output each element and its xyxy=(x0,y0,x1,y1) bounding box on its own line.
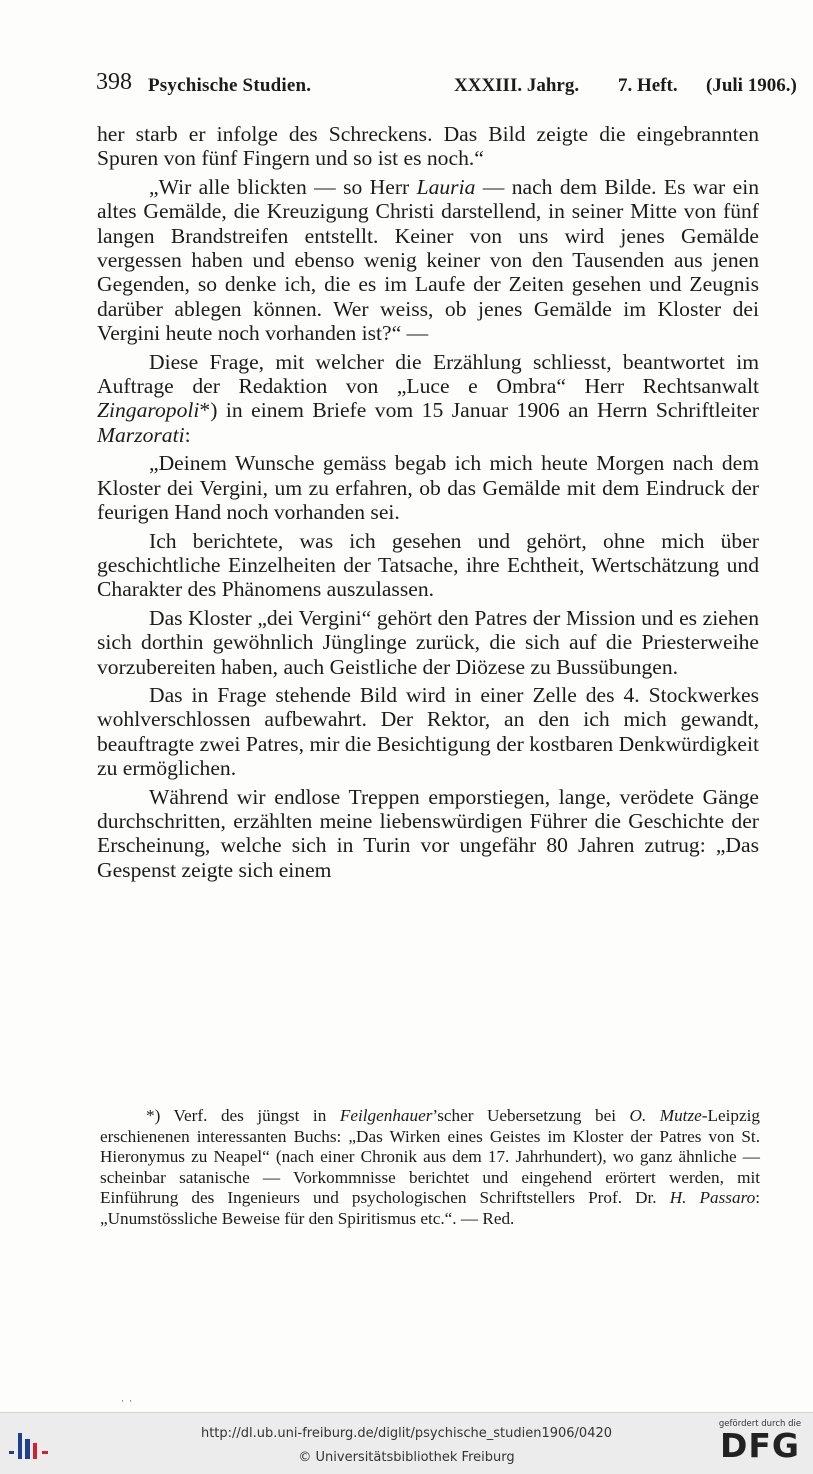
paragraph-3 xyxy=(97,350,759,448)
paragraph-7: Das in Frage stehende Bild wird in einer Zelle des 4. Stockwerkes wohlverschlossen aufbewahrt. Der Rektor, an den ich mich gewandt, beauftragte zwei Patres, mir die Besichtigung der kostbaren Denkwürdigkeit zu ermöglichen. xyxy=(97,682,759,781)
paragraph-5: Ich berichtete, was ich gesehen und gehört, ohne mich über geschichtliche Einzelheiten der Tatsache, ihre Echtheit, Wertschätzung und Charakter des Phänomens auszulassen. xyxy=(97,528,759,602)
copyright-notice: © Universitätsbibliothek Freiburg xyxy=(298,1450,515,1465)
issue-date: (Juli 1906.) xyxy=(706,75,797,96)
issue-label: 7. Heft. xyxy=(618,75,678,96)
footnote xyxy=(100,1106,760,1229)
dfg-caption: gefördert durch die xyxy=(718,1419,802,1429)
paragraph-3-part-b: in einem Briefe vom 15 Januar 1906 an Herrn Schriftleiter xyxy=(217,398,759,423)
name-feilgenhauer: Feilgenhauer xyxy=(339,1106,433,1125)
paragraph-3-part-a: Diese Frage, mit welcher die Erzählung schliesst, beantwortet im Auftrage der Redaktion von „Luce e Ombra“ Herr Rechtsanwalt xyxy=(97,349,759,399)
paragraph-2 xyxy=(97,175,759,346)
footnote-part-b: ’scher Uebersetzung bei xyxy=(432,1106,630,1125)
volume-label: XXXIII. Jahrg. xyxy=(454,75,580,96)
journal-title: Psychische Studien. xyxy=(148,75,312,96)
permalink-url[interactable]: http://dl.ub.uni-freiburg.de/diglit/psychische_studien1906/0420 xyxy=(200,1426,613,1441)
footnote-part-d: : „Unumstössliche Beweise für den Spiritismus etc.“. — Red. xyxy=(100,1188,760,1228)
viewer-footer xyxy=(0,1412,813,1474)
footnote-part-c: -Leipzig erschienenen interessanten Buchs: „Das Wirken eines Geistes im Kloster der Patres von St. Hieronymus zu Neapel“ (nach einer Chronik aus dem 17. Jahrhundert), wo ganz ähnliche — scheinbar satanische — Vorkommnisse berichtet und eingehend erörtert werden, mit Einführung des Ingenieurs und psychologischen Schriftstellers Prof. Dr. xyxy=(100,1106,760,1207)
name-lauria: Lauria xyxy=(416,174,476,199)
name-zingaropoli: Zingaropoli xyxy=(97,398,200,423)
paragraph-2-part-a: „Wir alle blickten — so Herr xyxy=(149,174,417,199)
paragraph-2-part-b: — nach dem Bilde. Es war ein altes Gemälde, die Kreuzigung Christi darstellend, in seiner Mitte von fünf langen Brandstreifen entstellt. Keiner von uns wird jenes Gemälde vergessen haben und ebenso wenig keiner von den Tausenden aus jenen Gegenden, so denke ich, die es im Laufe der Zeiten gesehen und Zeugnis darüber ablegen können. Wer weiss, ob jenes Gemälde im Kloster dei Vergini heute noch vorhanden ist?“ — xyxy=(97,174,759,346)
paragraph-6: Das Kloster „dei Vergini“ gehört den Patres der Mission und es ziehen sich dorthin gewöhnlich Jünglinge zurück, die sich auf die Priesterweihe vorzubereiten haben, auch Geistliche der Diözese zu Bussübungen. xyxy=(97,605,759,679)
paragraph-8: Während wir endlose Treppen emporstiegen, lange, verödete Gänge durchschritten, erzählten meine liebenswürdigen Führer die Geschichte der Erscheinung, welche sich in Turin vor ungefähr 80 Jahren zutrug: „Das Gespenst zeigte sich einem xyxy=(97,784,759,882)
scan-specks: ˙ ˙ xyxy=(120,1400,134,1411)
paragraph-3-part-c: : xyxy=(184,422,191,447)
running-header xyxy=(96,69,797,102)
paragraph-4: „Deinem Wunsche gemäss begab ich mich heute Morgen nach dem Kloster dei Vergini, um zu erfahren, ob das Gemälde mit dem Eindruck der feurigen Hand noch vorhanden sei. xyxy=(97,451,759,525)
main-text xyxy=(97,122,759,886)
paragraph-1: her starb er infolge des Schreckens. Das Bild zeigte die eingebrannten Spuren von fünf Fingern und so ist es noch.“ xyxy=(97,122,759,171)
dfg-logo-icon[interactable] xyxy=(712,1419,808,1469)
name-marzorati: Marzorati xyxy=(97,422,185,447)
dfg-wordmark: DFG xyxy=(719,1426,801,1465)
footnote-part-a: *) Verf. des jüngst in xyxy=(146,1106,340,1125)
name-passaro: H. Passaro xyxy=(669,1188,756,1207)
name-mutze: O. Mutze xyxy=(629,1106,702,1125)
page-number: 398 xyxy=(96,69,132,95)
footnote-marker: *) xyxy=(199,398,218,423)
